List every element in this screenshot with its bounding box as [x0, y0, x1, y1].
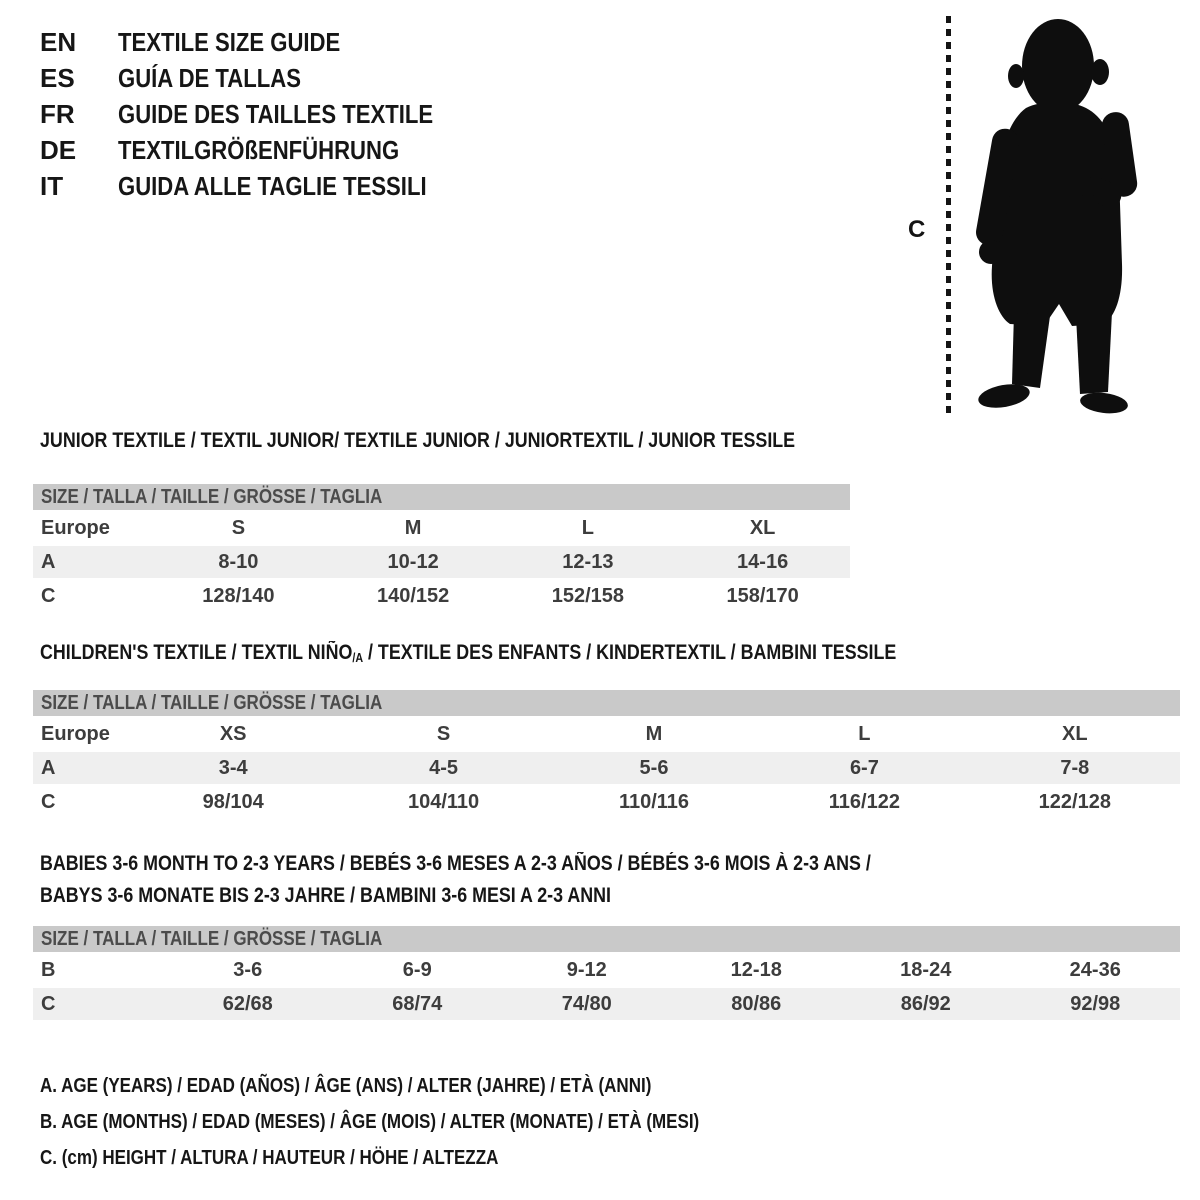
babies-size-table	[33, 926, 1180, 1022]
row-label: A	[41, 756, 56, 779]
table-cell: XS	[219, 722, 247, 745]
table-cell: 6-7	[849, 756, 879, 779]
table-row	[33, 580, 850, 614]
lang-code: FR	[40, 98, 75, 129]
table-cell: 14-16	[737, 550, 789, 573]
size-header-text: SIZE / TALLA / TAILLE / GRÖSSE / TAGLIA	[41, 692, 383, 714]
children-section-title	[40, 640, 1047, 666]
row-label: A	[41, 550, 56, 573]
row-label: C	[41, 584, 56, 607]
table-cell: 92/98	[1070, 992, 1121, 1015]
table-row	[33, 752, 1180, 786]
row-label: Europe	[41, 516, 110, 539]
table-row	[33, 512, 850, 546]
table-row	[33, 988, 1180, 1022]
lang-row-en	[40, 24, 489, 60]
lang-code: EN	[40, 26, 77, 57]
footnote-b	[40, 1104, 816, 1140]
table-row	[33, 546, 850, 580]
table-cell: XL	[749, 516, 776, 539]
lang-title: TEXTILGRÖßENFÜHRUNG	[118, 134, 400, 165]
table-cell: 86/92	[900, 992, 951, 1015]
size-header-text: SIZE / TALLA / TAILLE / GRÖSSE / TAGLIA	[41, 928, 383, 950]
junior-section-title-text: JUNIOR TEXTILE / TEXTIL JUNIOR/ TEXTILE JUNIOR / JUNIORTEXTIL / JUNIOR TESSILE	[40, 429, 796, 452]
row-label: C	[41, 992, 56, 1015]
table-cell: 18-24	[900, 958, 952, 981]
table-cell: 3-6	[233, 958, 263, 981]
table-cell: 116/122	[828, 790, 900, 813]
lang-title: GUIDE DES TAILLES TEXTILE	[118, 98, 434, 129]
footnotes	[40, 1068, 816, 1176]
table-cell: 5-6	[639, 756, 669, 779]
lang-row-fr	[40, 96, 489, 132]
lang-title: GUÍA DE TALLAS	[118, 62, 301, 93]
junior-section-title	[40, 428, 928, 454]
lang-code: DE	[40, 134, 77, 165]
table-cell: 4-5	[429, 756, 459, 779]
table-cell: 12-13	[562, 550, 614, 573]
table-cell: 80/86	[731, 992, 782, 1015]
table-cell: L	[858, 722, 871, 745]
babies-size-header-band	[33, 926, 1180, 952]
row-label: Europe	[41, 722, 110, 745]
children-title-subscript: /A	[352, 650, 364, 665]
lang-title: TEXTILE SIZE GUIDE	[118, 26, 341, 57]
table-row	[33, 718, 1180, 752]
table-cell: 62/68	[222, 992, 273, 1015]
table-cell: 12-18	[730, 958, 782, 981]
lang-title: GUIDA ALLE TAGLIE TESSILI	[118, 170, 427, 201]
table-cell: M	[404, 516, 422, 539]
lang-row-es	[40, 60, 489, 96]
table-cell: 110/116	[618, 790, 690, 813]
table-cell: S	[436, 722, 451, 745]
language-title-block	[40, 24, 489, 204]
babies-title-line1: BABIES 3-6 MONTH TO 2-3 YEARS / BEBÉS 3-6 MESES A 2-3 AÑOS / BÉBÉS 3-6 MOIS À 2-3 ANS /	[40, 852, 871, 875]
table-cell: 140/152	[376, 584, 450, 607]
height-measure-label: C	[908, 216, 926, 243]
table-cell: 152/158	[551, 584, 625, 607]
junior-size-table	[33, 484, 850, 614]
table-cell: 7-8	[1060, 756, 1090, 779]
table-cell: 74/80	[561, 992, 612, 1015]
lang-code: IT	[40, 170, 64, 201]
table-cell: S	[231, 516, 246, 539]
table-cell: XL	[1062, 722, 1088, 745]
table-cell: 3-4	[218, 756, 248, 779]
children-title-prefix: CHILDREN'S TEXTILE / TEXTIL NIÑO	[40, 641, 353, 664]
toddler-silhouette-icon	[966, 16, 1138, 414]
footnote-c-text: C. (cm) HEIGHT / ALTURA / HAUTEUR / HÖHE / ALTEZZA	[40, 1146, 499, 1169]
table-cell: 9-12	[566, 958, 607, 981]
table-cell: 122/128	[1038, 790, 1111, 813]
table-cell: 68/74	[392, 992, 443, 1015]
table-cell: L	[581, 516, 594, 539]
junior-size-header-band	[33, 484, 850, 510]
height-measure-dashed-line	[946, 16, 951, 414]
footnote-a	[40, 1068, 816, 1104]
table-cell: 8-10	[218, 550, 259, 573]
children-size-table	[33, 690, 1180, 820]
table-cell: 158/170	[726, 584, 799, 607]
lang-row-it	[40, 168, 489, 204]
table-row	[33, 786, 1180, 820]
children-size-header-band	[33, 690, 1180, 716]
children-section-title-text	[40, 640, 896, 671]
size-header-text: SIZE / TALLA / TAILLE / GRÖSSE / TAGLIA	[41, 486, 383, 508]
table-cell: 24-36	[1069, 958, 1121, 981]
table-cell: 128/140	[202, 584, 275, 607]
footnote-a-text: A. AGE (YEARS) / EDAD (AÑOS) / ÂGE (ANS) / ALTER (JAHRE) / ETÀ (ANNI)	[40, 1074, 652, 1097]
row-label: C	[41, 790, 56, 813]
table-cell: M	[645, 722, 663, 745]
row-label: B	[41, 958, 56, 981]
table-cell: 98/104	[202, 790, 264, 813]
lang-row-de	[40, 132, 489, 168]
children-title-suffix: / TEXTILE DES ENFANTS / KINDERTEXTIL / BAMBINI TESSILE	[363, 641, 897, 664]
table-cell: 10-12	[387, 550, 439, 573]
table-cell: 104/110	[407, 790, 480, 813]
babies-section-title	[40, 848, 1018, 912]
babies-title-line2: BABYS 3-6 MONATE BIS 2-3 JAHRE / BAMBINI 3-6 MESI A 2-3 ANNI	[40, 884, 611, 907]
lang-code: ES	[40, 62, 75, 93]
table-cell: 6-9	[402, 958, 432, 981]
footnote-b-text: B. AGE (MONTHS) / EDAD (MESES) / ÂGE (MOIS) / ALTER (MONATE) / ETÀ (MESI)	[40, 1110, 700, 1133]
table-row	[33, 954, 1180, 988]
footnote-c	[40, 1140, 816, 1176]
